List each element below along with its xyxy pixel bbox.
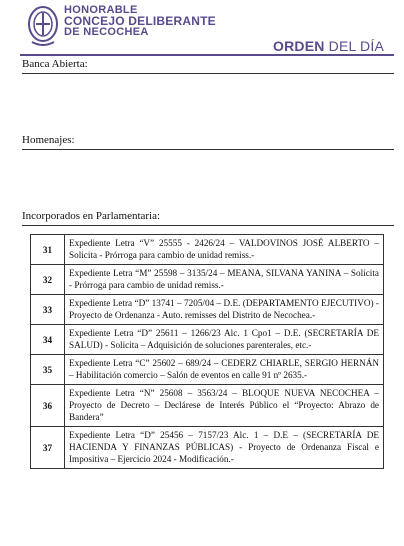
item-number: 35	[31, 355, 65, 385]
section-divider	[22, 225, 394, 226]
item-description: Expediente Letra “M” 25598 – 3135/24 – MEANA, SILVANA YANINA – Solicita - Prórroga para cambio de unidad remiss.-	[65, 265, 384, 295]
item-number: 37	[31, 427, 65, 469]
org-line-3: DE NECOCHEA	[64, 26, 149, 38]
title-bold: ORDEN	[273, 38, 325, 54]
org-line-1: HONORABLE	[64, 4, 138, 16]
organization-name	[64, 5, 216, 38]
item-description: Expediente Letra “D” 25611 – 1266/23 Alc. 1 Cpo1 – D.E. (SECRETARÍA DE SALUD) - Solicita – Adquisición de soluciones parenterales, etc.-	[65, 325, 384, 355]
section-incorporados	[22, 210, 394, 222]
seal-icon	[26, 4, 60, 48]
section-label: Banca Abierta:	[22, 58, 88, 70]
section-label: Homenajes:	[22, 134, 75, 146]
section-divider	[22, 73, 394, 74]
table-row	[31, 265, 384, 295]
section-homenajes	[22, 134, 394, 146]
table-row	[31, 295, 384, 325]
item-number: 32	[31, 265, 65, 295]
title-rest: DEL DÍA	[324, 38, 384, 54]
org-line-2: CONCEJO DELIBERANTE	[64, 14, 216, 28]
item-number: 36	[31, 385, 65, 427]
header-divider	[20, 54, 394, 56]
agenda-table	[30, 234, 384, 469]
document-header	[0, 0, 404, 56]
item-description: Expediente Letra “D” 25456 – 7157/23 Alc. 1 – D.E – (SECRETARÍA DE HACIENDA Y FINANZAS PÚBLICAS) - Proyecto de Ordenanza Fiscal e Impositiva – Ejercicio 2024 - Modificación.-	[65, 427, 384, 469]
table-row	[31, 235, 384, 265]
section-divider	[22, 149, 394, 150]
item-description: Expediente Letra “C” 25602 – 689/24 – CEDERZ CHIARLE, SERGIO HERNÁN – Habilitación comercio – Salón de eventos en calle 91 nº 2635.-	[65, 355, 384, 385]
item-number: 33	[31, 295, 65, 325]
document-title	[273, 38, 384, 54]
table-row	[31, 355, 384, 385]
table-row	[31, 325, 384, 355]
item-description: Expediente Letra “D” 13741 – 7205/04 – D.E. (DEPARTAMENTO EJECUTIVO) - Proyecto de Ordenanza - Auto. remisses del Distrito de Necochea.-	[65, 295, 384, 325]
section-banca-abierta	[22, 58, 394, 70]
table-row	[31, 385, 384, 427]
item-number: 34	[31, 325, 65, 355]
table-row	[31, 427, 384, 469]
section-label: Incorporados en Parlamentaria:	[22, 210, 161, 222]
item-description: Expediente Letra “N” 25608 – 3563/24 – BLOQUE NUEVA NECOCHEA – Proyecto de Decreto – Declárese de Interés Público el “Proyecto: Abrazo de Bandera”	[65, 385, 384, 427]
item-description: Expediente Letra “V” 25555 - 2426/24 – VALDOVINOS JOSÉ ALBERTO – Solicita - Prórroga para cambio de unidad remiss.-	[65, 235, 384, 265]
item-number: 31	[31, 235, 65, 265]
